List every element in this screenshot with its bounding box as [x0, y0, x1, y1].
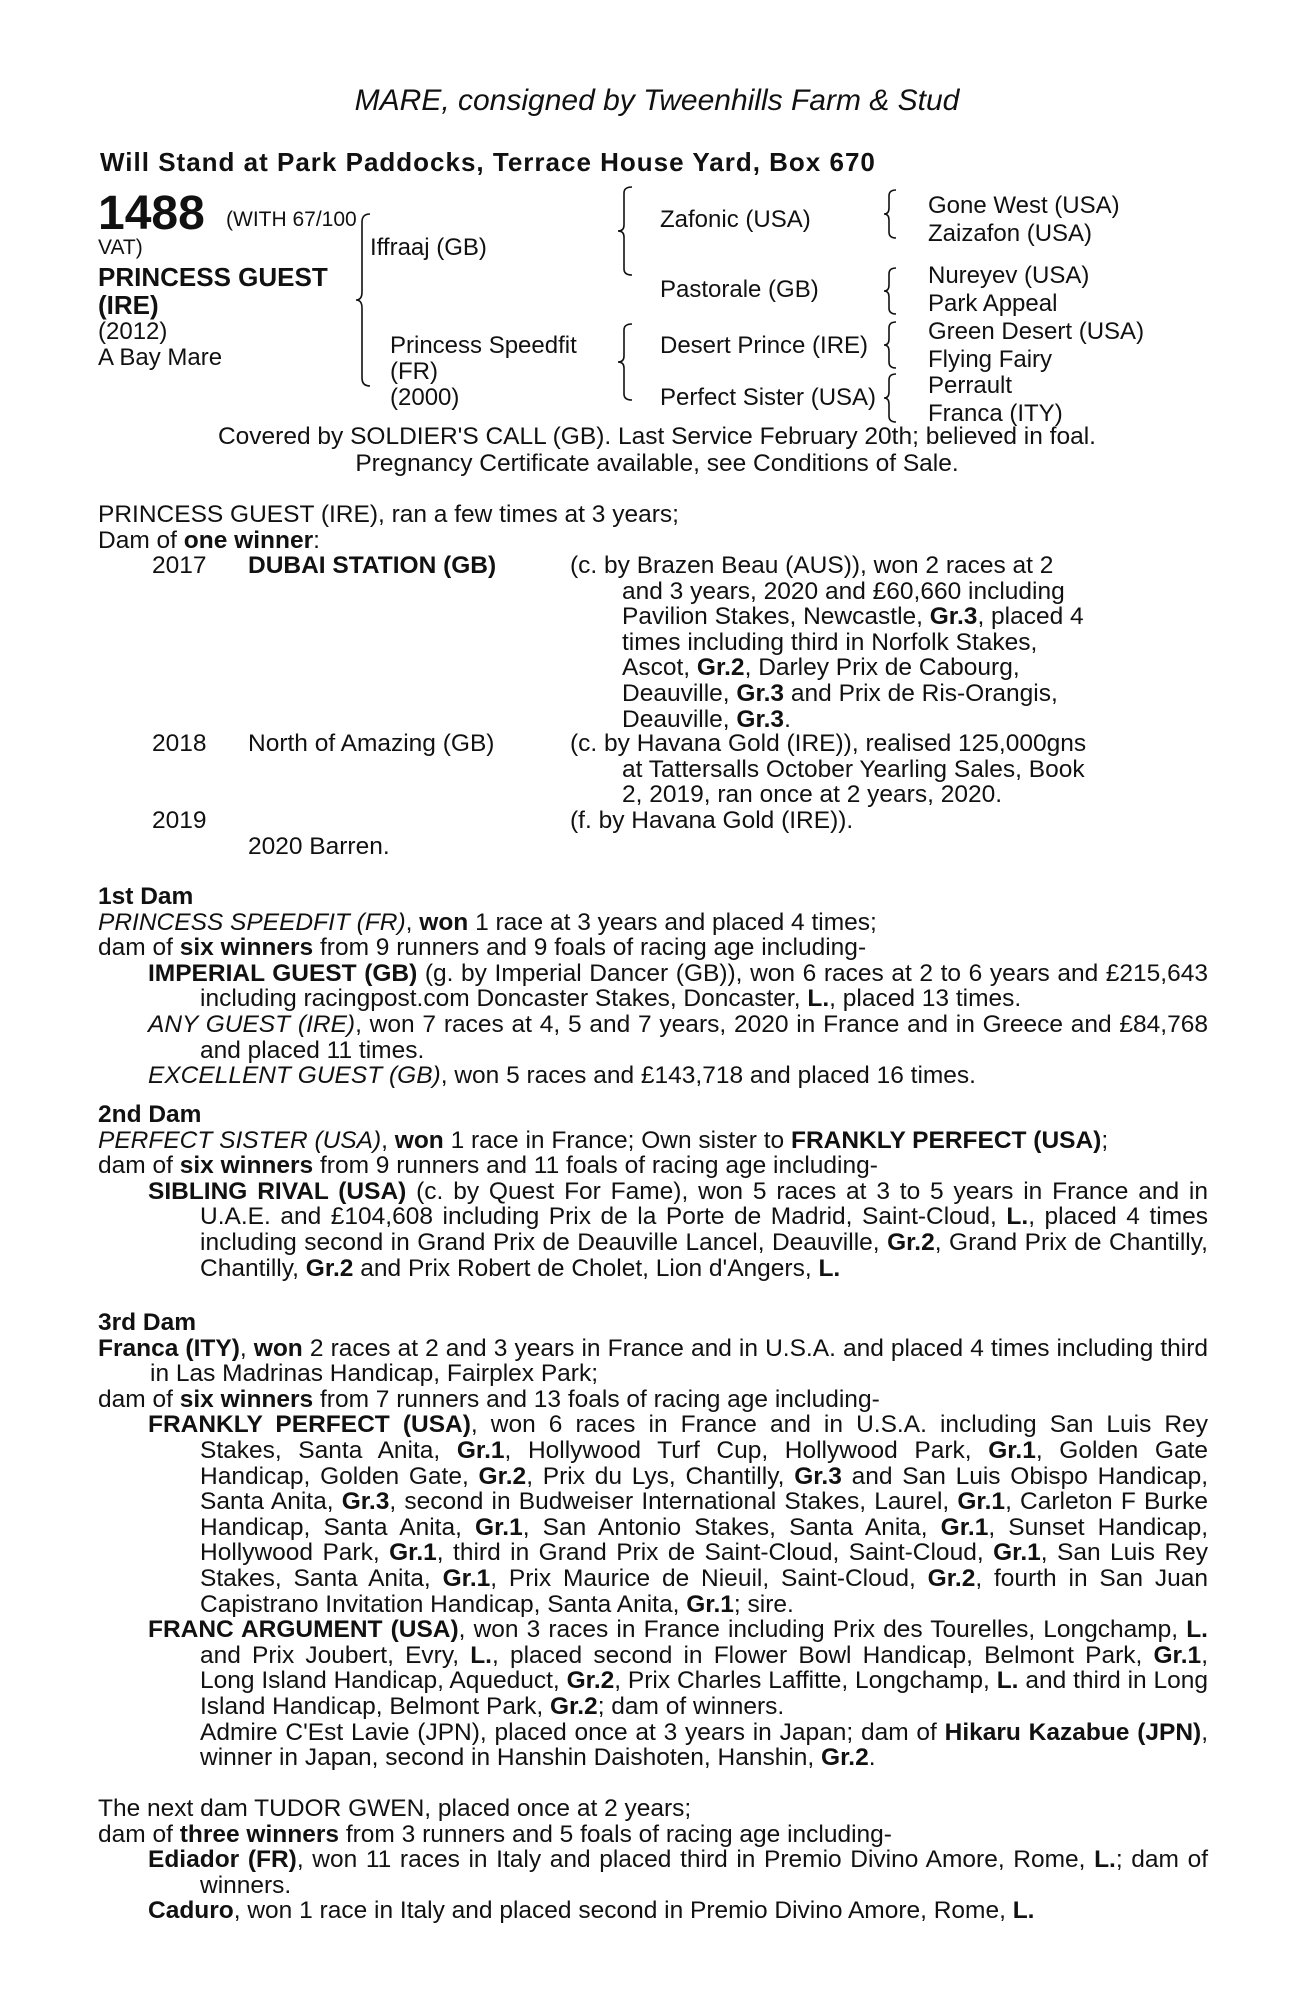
sds: Nureyev (USA) [928, 262, 1090, 289]
produce-year-2019: 2019 [152, 807, 207, 834]
desc-line: Ascot, Gr.2, Darley Prix de Cabourg, [622, 654, 1020, 682]
horse-name-country: (IRE) [98, 290, 159, 320]
desc-line: Pavilion Stakes, Newcastle, Gr.3, placed 4 [622, 603, 1084, 631]
desc-line: 2, 2019, ran once at 2 years, 2020. [622, 781, 1003, 809]
stand-location: Will Stand at Park Paddocks, Terrace House Yard, Box 670 [100, 147, 876, 177]
second-dam-line: PERFECT SISTER (USA), won 1 race in France; Own sister to FRANKLY PERFECT (USA); [98, 1126, 1109, 1154]
desc-line: and 3 years, 2020 and £60,660 including [622, 577, 1065, 605]
first-dam-offspring-3: EXCELLENT GUEST (GB), won 5 races and £143,718 and placed 16 times. [148, 1062, 976, 1090]
desc-line: (c. by Havana Gold (IRE)), realised 125,000gns [570, 730, 1087, 757]
dss: Green Desert (USA) [928, 318, 1145, 345]
second-dam-title: 2nd Dam [98, 1101, 202, 1128]
pedigree-bracket-dam [618, 322, 638, 402]
third-dam-title: 3rd Dam [98, 1309, 197, 1336]
produce-record [98, 502, 1208, 553]
produce-name-2018: North of Amazing (GB) [248, 730, 495, 757]
produce-desc-2019: (f. by Havana Gold (IRE)). [570, 807, 854, 834]
dam-year: (2000) [390, 384, 460, 411]
next-dam-offspring-1: Ediador (FR), won 11 races in Italy and placed third in Premio Divino Amore, Rome, L.; dam of winners. [148, 1846, 1209, 1899]
pedigree-bracket-sire [618, 185, 638, 277]
produce-desc-2017 [570, 553, 1122, 732]
desc-line: times including third in Norfolk Stakes, [622, 628, 1038, 656]
dam-country: (FR) [390, 358, 438, 385]
second-dam-section [98, 1102, 1208, 1281]
first-dam-section [98, 884, 1208, 1089]
next-dam-section [98, 1796, 1208, 1924]
next-dam-intro: The next dam TUDOR GWEN, placed once at 2 years; [98, 1795, 692, 1822]
third-dam-grand-offspring: Admire C'Est Lavie (JPN), placed once at 3 years in Japan; dam of Hikaru Kazabue (JPN), winner in Japan, second in Hanshin Daishoten, Hanshin, Gr.2. [200, 1718, 1208, 1772]
produce-intro: PRINCESS GUEST (IRE), ran a few times at 3 years; [98, 501, 679, 528]
third-dam-dam-of: dam of six winners from 7 runners and 13 foals of racing age including- [98, 1385, 880, 1413]
sdd: Park Appeal [928, 290, 1058, 317]
sire: Iffraaj (GB) [370, 234, 487, 261]
sss: Gone West (USA) [928, 192, 1120, 219]
produce-desc-2018 [570, 731, 1086, 808]
ddd: Franca (ITY) [928, 400, 1063, 427]
dam-sire: Desert Prince (IRE) [660, 332, 869, 359]
horse-year: (2012) [98, 318, 168, 345]
horse-description: A Bay Mare [98, 344, 223, 371]
third-dam-section [98, 1310, 1208, 1771]
first-dam-title: 1st Dam [98, 883, 194, 910]
dam-dam: Perfect Sister (USA) [660, 384, 877, 411]
desc-line: (c. by Brazen Beau (AUS)), won 2 races at 2 [570, 552, 1054, 579]
sire-sire: Zafonic (USA) [660, 206, 811, 233]
produce-dam-of: Dam of one winner: [98, 526, 320, 554]
consignor-line: MARE, consigned by Tweenhills Farm & Stud [354, 84, 960, 117]
vat-note-cont: VAT) [98, 236, 143, 259]
first-dam-line: PRINCESS SPEEDFIT (FR), won 1 race at 3 years and placed 4 times; [98, 908, 877, 936]
second-dam-dam-of: dam of six winners from 9 runners and 11 foals of racing age including- [98, 1152, 878, 1180]
produce-name-2017: DUBAI STATION (GB) [248, 552, 497, 579]
vat-note: (WITH 67/100 [226, 208, 357, 231]
lot-number: 1488 [98, 187, 205, 240]
third-dam-offspring-2: FRANC ARGUMENT (USA), won 3 races in France including Prix des Tourelles, Longchamp, L. and Prix Joubert, Evry, L., placed second in Flower Bowl Handicap, Belmont Park, Gr.1, Long Island Handicap, Aqueduct, Gr.2, Prix Charles Laffitte, Longchamp, L. and third in Long Island Handicap, Belmont Park, Gr.2; dam of winners. [148, 1616, 1209, 1720]
dsd: Flying Fairy [928, 346, 1053, 373]
first-dam-dam-of: dam of six winners from 9 runners and 9 foals of racing age including- [98, 934, 867, 962]
second-dam-offspring-1: SIBLING RIVAL (USA) (c. by Quest For Fame), won 5 races at 3 to 5 years in France and in U.A.E. and £104,608 including Prix de la Porte de Madrid, Saint-Cloud, L., placed 4 times including second in Grand Prix de Deauville Lancel, Deauville, Gr.2, Grand Prix de Chantilly, Chantilly, Gr.2 and Prix Robert de Cholet, Lion d'Angers, L. [148, 1177, 1208, 1282]
dam: Princess Speedfit [390, 332, 577, 359]
bracket-ss [884, 188, 902, 240]
bracket-dd [884, 372, 902, 424]
desc-line: Deauville, Gr.3. [622, 705, 791, 733]
produce-year-2018: 2018 [152, 730, 207, 757]
pregnancy-line: Pregnancy Certificate available, see Conditions of Sale. [355, 450, 959, 477]
produce-barren: 2020 Barren. [248, 833, 390, 860]
first-dam-offspring-1: IMPERIAL GUEST (GB) (g. by Imperial Dancer (GB)), won 6 races at 2 to 6 years and £215,643 including racingpost.com Doncaster Stakes, Doncaster, L., placed 13 times. [148, 959, 1208, 1013]
desc-line: Deauville, Gr.3 and Prix de Ris-Orangis, [622, 679, 1058, 707]
bracket-ds [884, 320, 902, 370]
desc-line: at Tattersalls October Yearling Sales, Book [622, 755, 1085, 783]
produce-year-2017: 2017 [152, 552, 207, 579]
next-dam-offspring-2: Caduro, won 1 race in Italy and placed second in Premio Divino Amore, Rome, L. [148, 1897, 1035, 1925]
sire-dam: Pastorale (GB) [660, 276, 819, 303]
dds: Perrault [928, 372, 1013, 399]
horse-name: PRINCESS GUEST [98, 262, 328, 292]
ssd: Zaizafon (USA) [928, 220, 1093, 247]
covered-line: Covered by SOLDIER'S CALL (GB). Last Service February 20th; believed in foal. [217, 423, 1096, 450]
third-dam-line: Franca (ITY), won 2 races at 2 and 3 years in France and in U.S.A. and placed 4 times including third in Las Madrinas Handicap, Fairplex Park; [98, 1334, 1208, 1388]
third-dam-offspring-1: FRANKLY PERFECT (USA), won 6 races in France and in U.S.A. including San Luis Rey Stakes, Santa Anita, Gr.1, Hollywood Turf Cup, Hollywood Park, Gr.1, Golden Gate Handicap, Golden Gate, Gr.2, Prix du Lys, Chantilly, Gr.3 and San Luis Obispo Handicap, Santa Anita, Gr.3, second in Budweiser International Stakes, Laurel, Gr.1, Carleton F Burke Handicap, Santa Anita, Gr.1, San Antonio Stakes, Santa Anita, Gr.1, Sunset Handicap, Hollywood Park, Gr.1, third in Grand Prix de Saint-Cloud, Saint-Cloud, Gr.1, San Luis Rey Stakes, Santa Anita, Gr.1, Prix Maurice de Nieuil, Saint-Cloud, Gr.2, fourth in San Juan Capistrano Invitation Handicap, Santa Anita, Gr.1; sire. [148, 1411, 1209, 1618]
first-dam-offspring-2: ANY GUEST (IRE), won 7 races at 4, 5 and 7 years, 2020 in France and in Greece and £84,768 and placed 11 times. [148, 1010, 1208, 1064]
next-dam-dam-of: dam of three winners from 3 runners and 5 foals of racing age including- [98, 1820, 892, 1848]
bracket-sd [884, 266, 902, 316]
